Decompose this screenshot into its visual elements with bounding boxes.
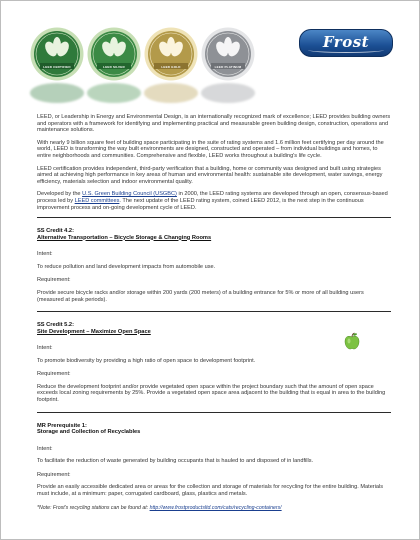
intent-text: To reduce pollution and land development impacts from automobile use. <box>37 263 216 270</box>
credit-title: Site Development – Maximize Open Space <box>37 328 151 335</box>
intent-text: To promote biodiversity by providing a high ratio of open space to development footprint. <box>37 357 256 364</box>
leed-gold-badge <box>144 27 198 81</box>
credit-title: Alternative Transportation – Bicycle Storage & Changing Rooms <box>37 234 212 241</box>
frost-logo <box>299 29 393 57</box>
intro-paragraph-2: With nearly 9 billion square feet of building space participating in the suite of rating systems and 1.6 million feet certifying per day around the world, LEED is transforming the way built environments are designed, constructed and operated – from individual buildings and homes, to entire neighborhoods and communities. Comprehensive and flexible, LEED works throughout a building's life cycle. <box>37 139 384 159</box>
intro-p4-text-a: Developed by the <box>37 191 83 198</box>
section-heading <box>37 322 391 335</box>
requirement-label: Requirement: <box>37 471 71 478</box>
intro-paragraph-4 <box>37 191 391 211</box>
intent-block <box>37 446 391 465</box>
leed-seal-icon <box>87 27 141 81</box>
badge-reflection <box>201 83 255 103</box>
leed-certified-badge <box>30 27 84 81</box>
requirement-block <box>37 371 391 403</box>
green-apple-icon <box>344 332 360 350</box>
logo-text: Frost <box>322 33 370 51</box>
badge-label: LEED GOLD <box>161 65 181 69</box>
leed-seal-icon <box>30 27 84 81</box>
badge-label: LEED SILVER <box>103 65 125 69</box>
badge-reflection <box>144 83 198 103</box>
badge-reflection <box>30 83 84 103</box>
badge-label: LEED PLATINUM <box>214 65 242 69</box>
document-body <box>37 114 391 517</box>
leed-seal-icon <box>144 27 198 81</box>
section-divider <box>37 412 391 413</box>
section-heading <box>37 228 391 241</box>
section-ss-credit-5-2 <box>37 322 391 404</box>
credit-id: SS Credit 5.2: <box>37 322 74 329</box>
usgbc-link[interactable]: U.S. Green Building Council (USGBC) <box>82 191 177 198</box>
logo-swoosh <box>308 47 384 53</box>
requirement-label: Requirement: <box>37 371 71 378</box>
intent-label: Intent: <box>37 445 53 452</box>
credit-title: Storage and Collection of Recyclables <box>37 429 141 436</box>
intro-paragraph-3: LEED certification provides independent, third-party verification that a building, home or community was designed and built using strategies aimed at achieving high performance in key areas of human and environmental health: sustainable site development, water savings, energy efficiency, materials selection and indoor environmental quality. <box>37 165 383 185</box>
intent-block <box>37 345 391 364</box>
intent-block <box>37 251 391 270</box>
requirement-text: Provide an easily accessible dedicated area or areas for the collection and storage of materials for recycling for the entire building. Materials must include, at a minimum: paper, corrugated cardboard, glass, plastics and metals. <box>37 484 384 498</box>
credit-id: SS Credit 4.2: <box>37 228 74 235</box>
intent-label: Intent: <box>37 251 53 258</box>
intro-paragraph-1: LEED, or Leadership in Energy and Environmental Design, is an internationally recognized mark of excellence; LEED provides building owners and operators with a framework for identifying and implementing practical and measurable green building design, construction, operations and maintenance solutions. <box>37 114 391 134</box>
requirement-text: Reduce the development footprint and/or provide vegetated open space within the project boundary such that the amount of open space exceeds local zoning requirements by 25%. Provide a vegetated open space area adjacent to the building that is equal in area to the building footprint. <box>37 383 386 404</box>
badge-label: LEED CERTIFIED <box>43 65 71 69</box>
leed-silver-badge <box>87 27 141 81</box>
section-divider <box>37 311 391 312</box>
intent-label: Intent: <box>37 345 53 352</box>
requirement-block <box>37 277 391 303</box>
section-ss-credit-4-2 <box>37 228 391 303</box>
intro-p4-text-b: in 2000, the LEED rating systems are developed through an open, consensus-based process led by <box>37 191 388 204</box>
requirement-block <box>37 472 391 498</box>
badge-reflection <box>87 83 141 103</box>
intent-text: To facilitate the reduction of waste generated by building occupants that is hauled to and disposed of in landfills. <box>37 458 314 465</box>
credit-id: MR Prerequisite 1: <box>37 422 87 429</box>
recycling-link[interactable]: http://www.frostproductsltd.com/cats/recycling-containers/ <box>149 504 282 511</box>
footnote <box>37 505 391 512</box>
requirement-label: Requirement: <box>37 277 71 284</box>
requirement-text: Provide secure bicycle racks and/or storage within 200 yards (200 meters) of a building entrance for 5% or more of all building users (measured at peak periods). <box>37 289 364 303</box>
leed-seal-icon <box>201 27 255 81</box>
leed-platinum-badge <box>201 27 255 81</box>
intro-p4-text-c: . The next update of the LEED rating system, coined LEED 2012, is the next step in the continuous improvement process and on-going development cycle of LEED. <box>37 197 364 211</box>
leed-badges <box>30 27 260 105</box>
footnote-text: *Note: Frost's recycling stations can be found at: <box>37 504 150 511</box>
section-divider <box>37 217 391 218</box>
section-mr-prerequisite-1 <box>37 423 391 498</box>
leed-committees-link[interactable]: LEED committees <box>74 197 120 204</box>
section-heading <box>37 423 391 436</box>
